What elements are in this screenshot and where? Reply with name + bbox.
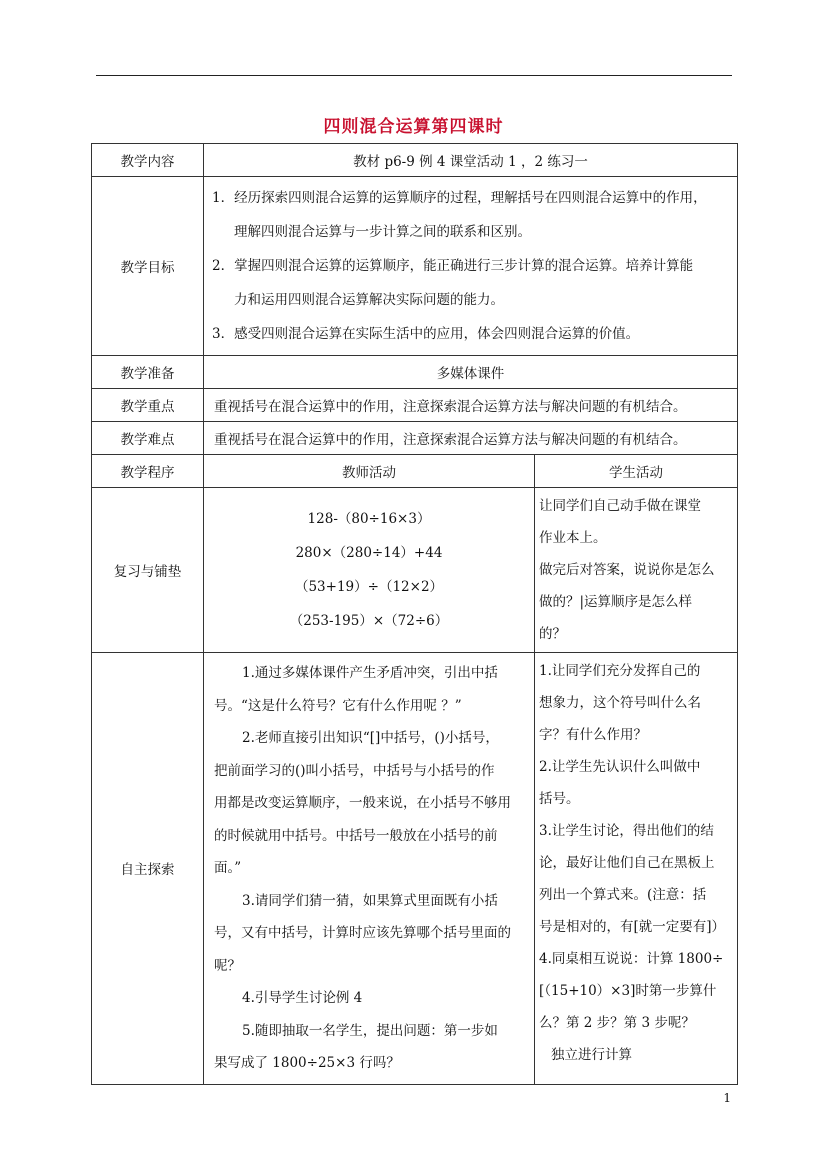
row-prep [92, 356, 738, 389]
explore-teacher-line: 把前面学习的()叫小括号，中括号与小括号的作 [214, 762, 495, 779]
label-review: 复习与铺垫 [92, 488, 204, 653]
explore-teacher-line: 号。“这是什么符号？它有什么作用呢 ？” [214, 697, 462, 714]
label-prep: 教学准备 [92, 356, 204, 389]
review-expression: 280×（280÷14）+44 [295, 545, 443, 561]
review-student-line: 让同学们自己动手做在课堂 [539, 498, 701, 514]
review-expression: 128-（80÷16×3） [307, 511, 431, 527]
goal-line: 2．掌握四则混合运算的运算顺序，能正确进行三步计算的混合运算。培养计算能 [212, 258, 694, 274]
row-review [92, 488, 738, 653]
document-title: 四则混合运算第四课时 [323, 117, 504, 137]
explore-teacher-line: 号，又有中括号，计算时应该先算哪个括号里面的 [214, 925, 511, 941]
explore-student-line: 想象力，这个符号叫什么名 [539, 695, 701, 711]
page-number: 1 [723, 1091, 731, 1105]
explore-teacher-line: 果写成了 1800÷25×3 行吗？ [214, 1055, 400, 1071]
value-key-point: 重视括号在混合运算中的作用，注意探索混合运算方法与解决问题的有机结合。 [204, 389, 738, 422]
label-goals: 教学目标 [92, 177, 204, 356]
explore-student-line: 号是相对的，有[就一定要有]） [539, 919, 726, 935]
explore-teacher-line: 5.随即抽取一名学生，提出问题：第一步如 [242, 1022, 498, 1039]
explore-student-line: 论，最好让他们自己在黑板上 [539, 855, 715, 871]
teacher-activity-header: 教师活动 [204, 455, 535, 488]
explore-teacher-cell [204, 653, 535, 1085]
explore-student-line: [（15+10）×3]时第一步算什 [539, 983, 717, 999]
label-difficulty: 教学难点 [92, 422, 204, 455]
student-activity-header: 学生活动 [535, 455, 738, 488]
explore-student-line: 括号。 [539, 791, 580, 807]
row-difficulty [92, 422, 738, 455]
explore-teacher-line: 4.引导学生讨论例 4 [242, 990, 363, 1006]
explore-teacher-line: 3.请同学们猜一猜，如果算式里面既有小括 [242, 892, 498, 909]
review-student-line: 做完后对答案，说说你是怎么 [539, 562, 715, 578]
value-content: 教材 p6-9 例 4 课堂活动 1 ，2 练习一 [204, 144, 738, 177]
review-student-line: 做的？|运算顺序是怎么样 [539, 594, 693, 610]
header-rule [96, 75, 732, 76]
label-content: 教学内容 [92, 144, 204, 177]
value-goals [204, 177, 738, 356]
explore-student-line: 3.让学生讨论，得出他们的结 [539, 823, 714, 839]
row-procedure-header [92, 455, 738, 488]
label-explore: 自主探索 [92, 653, 204, 1085]
value-difficulty: 重视括号在混合运算中的作用，注意探索混合运算方法与解决问题的有机结合。 [204, 422, 738, 455]
explore-student-line: 4.同桌相互说说：计算 1800÷ [539, 951, 724, 967]
lesson-plan-table [91, 143, 738, 1085]
goal-line: 力和运用四则混合运算解决实际问题的能力。 [234, 292, 504, 308]
goal-line: 3．感受四则混合运算在实际生活中的应用，体会四则混合运算的价值。 [212, 326, 640, 342]
review-student-cell [535, 488, 738, 653]
goal-line: 理解四则混合运算与一步计算之间的联系和区别。 [234, 224, 531, 240]
review-expression: （253-195）×（72÷6） [289, 613, 449, 629]
explore-teacher-line: 用都是改变运算顺序，一般来说，在小括号不够用 [214, 795, 511, 811]
label-key-point: 教学重点 [92, 389, 204, 422]
explore-student-line: 字？有什么作用？ [539, 727, 647, 743]
row-key-point [92, 389, 738, 422]
review-teacher-cell [204, 488, 535, 653]
explore-teacher-line: 2.老师直接引出知识“[]中括号，()小括号， [242, 730, 499, 746]
review-student-line: 作业本上。 [539, 530, 607, 546]
explore-teacher-line: 呢？ [214, 957, 241, 974]
explore-teacher-line: 的时候就用中括号。中括号一般放在小括号的前 [214, 827, 498, 844]
label-procedure: 教学程序 [92, 455, 204, 488]
value-prep: 多媒体课件 [204, 356, 738, 389]
explore-student-cell [535, 653, 738, 1085]
row-content [92, 144, 738, 177]
explore-student-line: 1.让同学们充分发挥自己的 [539, 663, 701, 679]
explore-student-line: 独立进行计算 [551, 1047, 632, 1063]
explore-teacher-line: 1.通过多媒体课件产生矛盾冲突，引出中括 [242, 665, 498, 681]
row-explore [92, 653, 738, 1085]
review-expression: （53+19）÷（12×2） [294, 579, 444, 595]
goal-line: 1．经历探索四则混合运算的运算顺序的过程，理解括号在四则混合运算中的作用， [212, 190, 707, 206]
explore-student-line: 2.让学生先认识什么叫做中 [539, 759, 701, 775]
explore-student-line: 列出一个算式来。(注意：括 [539, 887, 707, 903]
explore-student-line: 么？第 2 步？第 3 步呢？ [539, 1015, 695, 1031]
row-goals [92, 177, 738, 356]
review-student-line: 的？ [539, 626, 566, 642]
explore-teacher-line: 面。” [214, 860, 242, 876]
